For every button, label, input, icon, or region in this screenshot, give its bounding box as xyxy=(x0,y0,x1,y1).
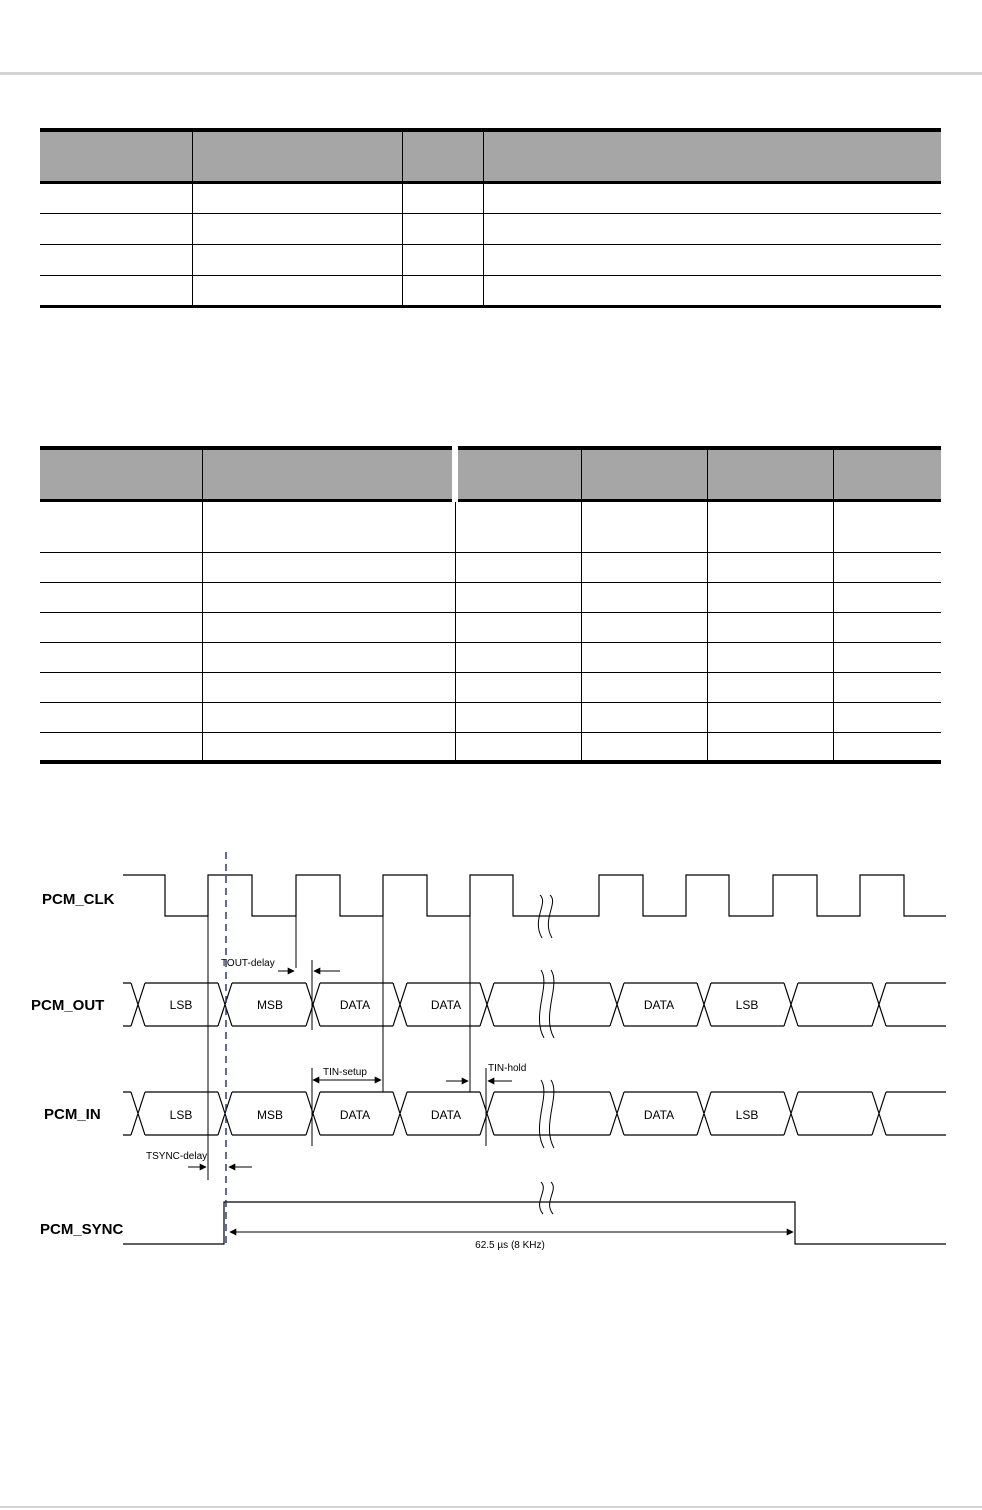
table-header-row xyxy=(40,130,941,182)
header-cell xyxy=(202,448,455,500)
pcm-in-bus xyxy=(123,1092,946,1135)
sync-break-mark xyxy=(540,1182,554,1214)
signal-label-pcm-out: PCM_OUT xyxy=(31,997,105,1014)
header-cell xyxy=(483,130,941,182)
table-header-row xyxy=(40,448,941,500)
in-segment-label: LSB xyxy=(735,1108,759,1122)
header-cell xyxy=(833,448,941,500)
tin-hold-label: TIN-hold xyxy=(488,1063,527,1074)
header-cell xyxy=(402,130,483,182)
table-row xyxy=(40,182,941,213)
pcm-out-bus xyxy=(123,983,946,1026)
signal-label-pcm-in: PCM_IN xyxy=(44,1106,101,1123)
table-row xyxy=(40,612,941,642)
header-cell xyxy=(192,130,402,182)
in-segment-label: LSB xyxy=(169,1108,193,1122)
out-segment-label: DATA xyxy=(339,998,371,1012)
out-break-mark xyxy=(539,970,554,1038)
signal-label-pcm-clk: PCM_CLK xyxy=(42,891,115,908)
out-segment-label: DATA xyxy=(430,998,462,1012)
table-row xyxy=(40,500,941,552)
table-row xyxy=(40,244,941,275)
in-segment-label: DATA xyxy=(430,1108,462,1122)
tin-setup-label: TIN-setup xyxy=(323,1067,367,1078)
header-cell xyxy=(455,448,581,500)
table-row xyxy=(40,702,941,732)
out-segment-label: MSB xyxy=(256,998,284,1012)
pcm-sync-waveform xyxy=(123,1202,946,1244)
spec-table-1 xyxy=(40,128,941,308)
header-cell xyxy=(581,448,707,500)
period-label: 62.5 µs (8 KHz) xyxy=(475,1240,545,1251)
header-rule xyxy=(0,72,982,75)
in-segment-label: DATA xyxy=(339,1108,371,1122)
footer-rule xyxy=(0,1506,982,1508)
spec-table-2 xyxy=(40,446,941,764)
out-segment-label: LSB xyxy=(735,998,759,1012)
header-cell xyxy=(40,130,192,182)
signal-label-pcm-sync: PCM_SYNC xyxy=(40,1221,124,1238)
table-row xyxy=(40,552,941,582)
table-row xyxy=(40,642,941,672)
table-row xyxy=(40,582,941,612)
table-row xyxy=(40,213,941,244)
out-segment-label: DATA xyxy=(643,998,675,1012)
in-break-mark xyxy=(539,1080,554,1148)
table-row xyxy=(40,732,941,762)
tout-delay-label: TOUT-delay xyxy=(221,958,275,969)
header-cell xyxy=(707,448,833,500)
pcm-timing-diagram xyxy=(0,840,982,1260)
in-segment-label: MSB xyxy=(256,1108,284,1122)
table-row xyxy=(40,275,941,306)
out-segment-label: LSB xyxy=(169,998,193,1012)
tsync-delay-label: TSYNC-delay xyxy=(146,1151,208,1162)
header-cell xyxy=(40,448,202,500)
in-segment-label: DATA xyxy=(643,1108,675,1122)
table-row xyxy=(40,672,941,702)
pcm-clk-waveform xyxy=(123,875,946,916)
